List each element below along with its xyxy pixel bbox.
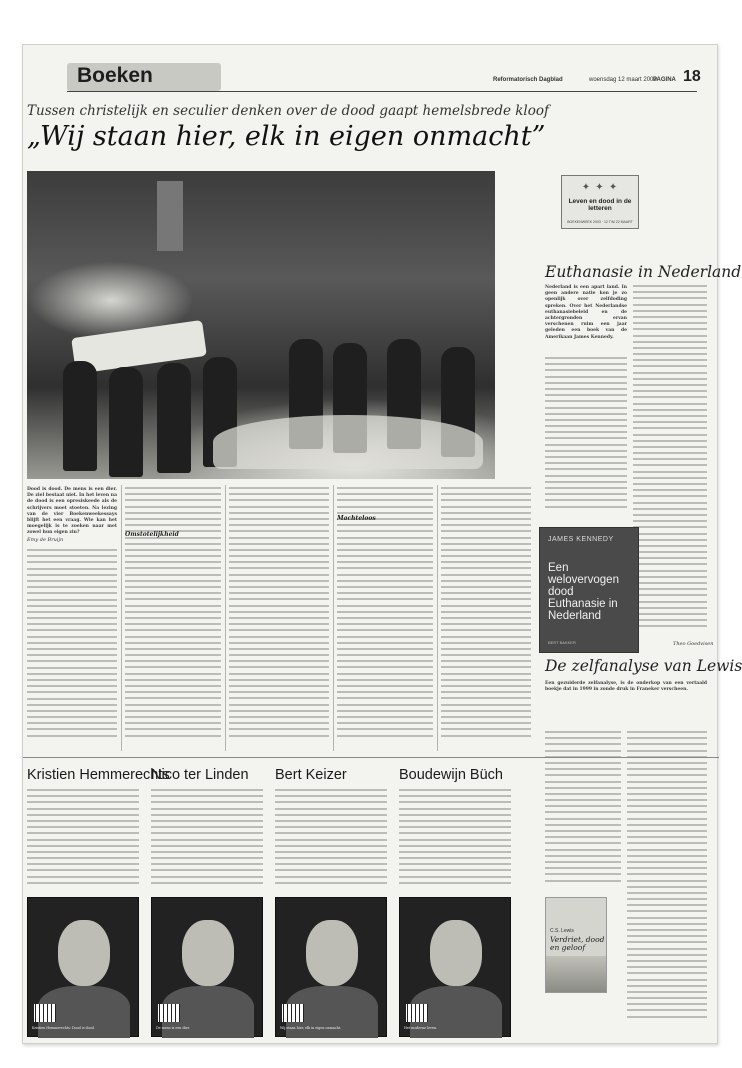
photo-background-detail: [157, 181, 183, 251]
author-portrait: [399, 897, 511, 1037]
logo-title: Leven en dood in de letteren: [568, 198, 632, 212]
logo-subtitle: BOEKENWEEK 2003 · 12 T/M 22 MAART: [567, 220, 633, 224]
sidebar-title-lewis: De zelfanalyse van Lewis: [545, 657, 742, 675]
section-divider: [23, 757, 719, 758]
author-name: Bert Keizer: [275, 767, 347, 783]
author-portrait: [27, 897, 139, 1037]
portrait-caption: De mens is een dier.: [156, 1025, 190, 1030]
photo-figure: [63, 361, 97, 471]
article-subhead: Machteloos: [337, 515, 376, 522]
sidebar2-body-text: [545, 731, 621, 891]
sidebar-signature: Theo Goedvisen: [673, 641, 714, 647]
barcode-icon: [34, 1004, 56, 1022]
book-publisher: BERT BAKKER: [548, 640, 576, 645]
column-rule: [437, 485, 438, 751]
book-cover-lewis: [545, 897, 607, 993]
funeral-photo: [27, 171, 495, 479]
author-essay-text: [275, 789, 387, 889]
portrait-face: [58, 920, 110, 986]
book-title: Verdriet, dood en geloof: [550, 935, 605, 952]
boekenweek-logo: [561, 175, 639, 229]
article-kicker: Tussen christelijk en seculier denken over de dood gaapt hemelsbrede kloof: [27, 103, 550, 119]
barcode-icon: [406, 1004, 428, 1022]
photo-figure: [109, 367, 143, 477]
article-body-column: [441, 487, 531, 751]
book-cover-art: [546, 956, 606, 992]
photo-flowers: [213, 415, 483, 469]
newspaper-page: [22, 44, 742, 1044]
sidebar-body-text: [545, 357, 627, 517]
portrait-caption: Wij staan hier, elk in eigen onmacht.: [280, 1025, 342, 1030]
article-body-column: [27, 549, 117, 749]
page-number: 18: [683, 68, 701, 85]
article-intro: Dood is dood. De mens is een dier. De ziel bestaat niet. In het leven na de dood is een opresiskeede als de schrijvers moet stoeten. Na lezing van de vier Boekenweekessays blijft het een vraag. Wie kan het moegelijk is te zoeken naar met zowel hun eigen zin?: [27, 487, 117, 536]
issue-date: woensdag 12 maart 2003: [589, 77, 657, 83]
author-name: Kristien Hemmerechts: [27, 767, 170, 783]
article-body-column: [337, 487, 433, 751]
article-headline: „Wij staan hier, elk in eigen onmacht”: [27, 121, 546, 152]
article-subhead: Omstotelijkheid: [125, 531, 179, 538]
author-essay-text: [27, 789, 139, 889]
sidebar-title-euthanasia: Euthanasie in Nederland: [545, 263, 742, 281]
book-author: JAMES KENNEDY: [548, 536, 614, 543]
author-portrait: [151, 897, 263, 1037]
sidebar-intro: Nederland is een apart land. In geen andere natie kon je zo openlijk over zelfdoding spreken. Over het Nederlandse euthanasiebeleid en de achtergronden ervan verschenen ruim een jaar geleden een boek van de Amerikaan James Kennedy.: [545, 285, 627, 340]
book-author: C.S. Lewis: [550, 928, 574, 934]
book-cover-kennedy: [539, 527, 639, 653]
portrait-caption: Kristien Hemmerechts: Dood is dood.: [32, 1025, 95, 1030]
portrait-face: [306, 920, 358, 986]
sidebar2-body-text: [627, 731, 707, 1037]
column-rule: [225, 485, 226, 751]
page-label: PAGINA: [653, 77, 676, 83]
masthead-rule: [67, 91, 697, 92]
portrait-face: [182, 920, 234, 986]
sidebar-body-text: [633, 285, 707, 647]
barcode-icon: [282, 1004, 304, 1022]
author-essay-text: [399, 789, 511, 889]
column-rule: [333, 485, 334, 751]
sidebar2-intro: Een gezuiderde zelfanalyse, is de onderkop van een vertaald boekje dat in 1999 in zonde druk in Franeker verscheen.: [545, 681, 707, 693]
author-name: Boudewijn Büch: [399, 767, 503, 783]
portrait-face: [430, 920, 482, 986]
author-essay-text: [151, 789, 263, 889]
page-header: [23, 45, 719, 93]
article-body-column: [125, 487, 221, 751]
column-rule: [121, 485, 122, 751]
author-name: Nico ter Linden: [151, 767, 249, 783]
section-title: Boeken: [77, 64, 153, 87]
paper-name: Reformatorisch Dagblad: [493, 77, 563, 83]
barcode-icon: [158, 1004, 180, 1022]
article-byline: Emy de Bruijn: [27, 537, 64, 543]
portrait-caption: Het moderne leven.: [404, 1025, 438, 1030]
photo-figure: [157, 363, 191, 473]
logo-ornament: ✦ ✦ ✦: [581, 182, 619, 193]
article-body-column: [229, 487, 329, 751]
author-portrait: [275, 897, 387, 1037]
book-title: Een welovervogen dood Euthanasie in Nederland: [548, 562, 619, 622]
